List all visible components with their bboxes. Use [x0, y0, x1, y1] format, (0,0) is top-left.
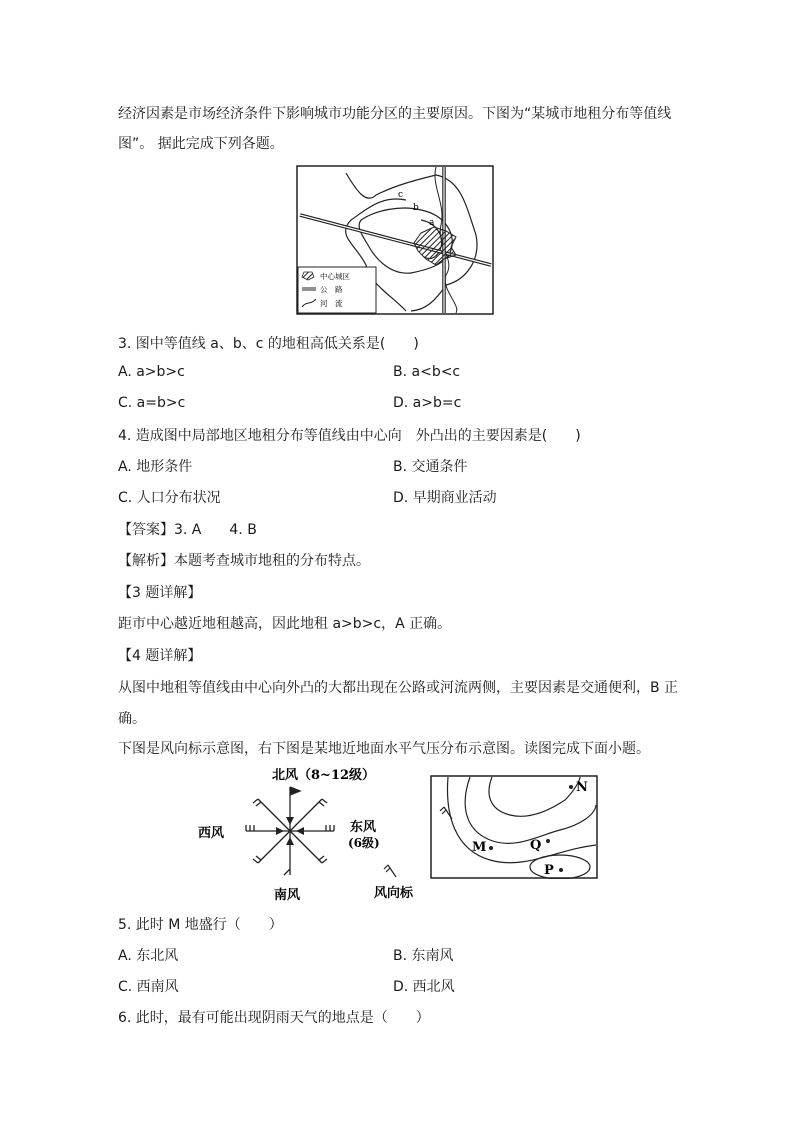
q5-stem: 5. 此时 M 地盛行（ ）	[118, 917, 283, 933]
q5-option-d[interactable]: D. 西北风	[393, 979, 455, 995]
intro2-line: 下图是风向标示意图，右下图是某地近地面水平气压分布示意图。读图完成下面小题。	[118, 741, 650, 757]
east-wind-level: (6级)	[348, 836, 380, 850]
south-wind-label: 南风	[274, 888, 301, 903]
detail4-text-1: 从图中地租等值线由中心向外凸的大都出现在公路或河流两侧，主要因素是交通便利，B 正	[118, 680, 679, 696]
west-wind-label: 西风	[198, 826, 225, 841]
detail4-text-2: 确。	[118, 711, 146, 727]
q5-option-a[interactable]: A. 东北风	[118, 948, 179, 964]
analysis-line: 【解析】本题考查城市地租的分布特点。	[118, 553, 370, 569]
q3-stem: 3. 图中等值线 a、b、c 的地租高低关系是( )	[118, 336, 419, 352]
point-m: M	[472, 840, 487, 855]
q3-option-a[interactable]: A. a>b>c	[118, 364, 185, 380]
q5-option-c[interactable]: C. 西南风	[118, 979, 179, 995]
wind-vane-diagram	[190, 765, 440, 909]
east-wind-label: 东风	[350, 820, 377, 835]
legend-highway: 公 路	[320, 285, 343, 294]
q4-option-a[interactable]: A. 地形条件	[118, 459, 193, 475]
q5-option-b[interactable]: B. 东南风	[393, 948, 454, 964]
intro-line-2: 图”。 据此完成下列各题。	[118, 136, 284, 152]
q4-option-d[interactable]: D. 早期商业活动	[393, 490, 497, 506]
q4-stem: 4. 造成图中局部地区地租分布等值线由中心向 外凸出的主要因素是( )	[118, 428, 581, 444]
point-q: Q	[530, 838, 542, 853]
vane-label: 风向标	[374, 886, 414, 901]
answer-line: 【答案】3. A 4. B	[118, 522, 257, 538]
legend-urban: 中心城区	[320, 272, 350, 281]
q3-option-d[interactable]: D. a>b=c	[393, 395, 462, 411]
detail4-heading: 【4 题详解】	[118, 648, 202, 664]
point-p: P	[544, 863, 554, 878]
q3-option-b[interactable]: B. a<b<c	[393, 364, 461, 380]
contour-label-c: c	[398, 190, 404, 200]
detail3-heading: 【3 题详解】	[118, 585, 202, 601]
contour-label-b: b	[413, 203, 419, 213]
q4-option-c[interactable]: C. 人口分布状况	[118, 490, 221, 506]
q3-option-c[interactable]: C. a=b>c	[118, 395, 186, 411]
land-rent-contour-map	[296, 165, 494, 319]
contour-label-a: a	[429, 218, 435, 228]
north-wind-label: 北风（8~12级）	[272, 768, 376, 783]
detail3-text: 距市中心越近地租越高，因此地租 a>b>c，A 正确。	[118, 616, 452, 632]
q6-stem: 6. 此时，最有可能出现阴雨天气的地点是（ ）	[118, 1010, 430, 1026]
q4-option-b[interactable]: B. 交通条件	[393, 459, 468, 475]
legend-river: 河 流	[320, 299, 343, 308]
pressure-map	[430, 775, 598, 883]
point-n: N	[576, 780, 588, 795]
intro-line-1: 经济因素是市场经济条件下影响城市功能分区的主要原因。下图为“某城市地租分布等值线	[118, 106, 672, 122]
